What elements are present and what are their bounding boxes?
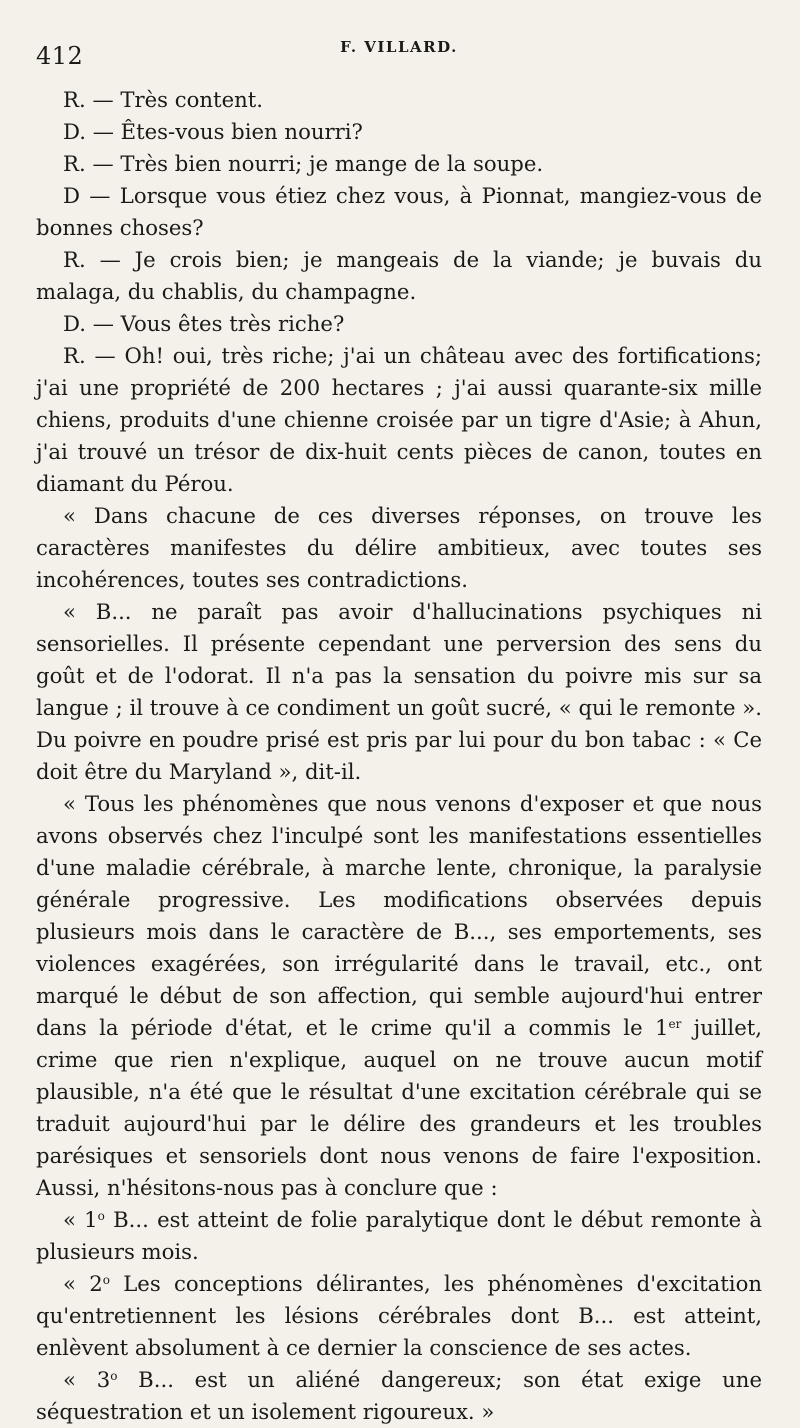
conclusion-text: B... est atteint de folie paralytique dont le début remonte à plusieurs mois. [36,1207,762,1264]
dialogue-text: Vous êtes très riche? [120,311,345,336]
dialogue-line: D. — Vous êtes très riche? [63,311,345,336]
paragraph-text: juillet, crime que rien n'explique, auquel on ne trouve aucun motif plausible, n'a été que le résultat d'une excitation cérébrale qui se traduit aujourd'hui par le délire des grandeurs et les troubles parésiques et sensoriels dont nous venons de faire l'exposition. Aussi, n'hésitons-nous pas à conclure que : [36,1015,763,1200]
ordinal-mark: o [102,1273,110,1287]
speaker: D. [63,311,86,336]
body-text [36,84,762,1428]
speaker: D [63,183,80,208]
speaker: R. [63,343,86,368]
conclusion-item [36,1364,762,1428]
conclusion-number: « 2 [63,1271,103,1296]
dialogue-line: R. — Je crois bien; je mangeais de la viande; je buvais du malaga, du chablis, du champagne. [36,247,762,304]
dialogue-line: R. — Oh! oui, très riche; j'ai un château avec des fortifications; j'ai une propriété de 200 hectares ; j'ai aussi quarante-six mille chiens, produits d'une chienne croisée par un tigre d'Asie; à Ahun, j'ai trouvé un trésor de dix-huit cents pièces de canon, toutes en diamant du Pérou. [36,343,762,496]
conclusion-text: B... est un aliéné dangereux; son état exige une séquestration et un isolement rigoureux. » [36,1367,762,1424]
ordinal-mark: o [110,1369,118,1383]
superscript: er [668,1017,682,1031]
conclusion-item [36,1204,762,1268]
dialogue-text: Je crois bien; je mangeais de la viande; je buvais du malaga, du chablis, du champagne. [36,247,762,304]
dialogue-line: R. — Très bien nourri; je mange de la soupe. [63,151,544,176]
dialogue-line: D. — Êtes-vous bien nourri? [63,119,363,144]
dialogue-text: Êtes-vous bien nourri? [120,119,363,144]
speaker: R. [63,247,86,272]
dialogue-text: Très bien nourri; je mange de la soupe. [120,151,544,176]
conclusion-text: Les conceptions délirantes, les phénomènes d'excitation qu'entretiennent les lésions cérébrales dont B... est atteint, enlèvent absolument à ce dernier la conscience de ses actes. [36,1271,762,1360]
conclusion-number: « 3 [63,1367,111,1392]
paragraph: « B... ne paraît pas avoir d'hallucinations psychiques ni sensorielles. Il présente cependant une perversion des sens du goût et de l'odorat. Il n'a pas la sensation du poivre mis sur sa langue ; il trouve à ce condiment un goût sucré, « qui le remonte ». Du poivre en poudre prisé est pris par lui pour du bon tabac : « Ce doit être du Maryland », dit-il. [36,599,762,784]
page-header [36,38,762,72]
paragraph-diagnosis [36,788,762,1204]
dialogue-line: R. — Très content. [63,87,263,112]
dialogue-text: Très content. [120,87,263,112]
dialogue-text: Lorsque vous étiez chez vous, à Pionnat, mangiez-vous de bonnes choses? [36,183,762,240]
speaker: R. [63,151,86,176]
running-head: F. VILLARD. [340,38,458,56]
conclusion-number: « 1 [63,1207,98,1232]
conclusion-item [36,1268,762,1364]
page-number: 412 [36,42,84,70]
paragraph: « Dans chacune de ces diverses réponses, on trouve les caractères manifestes du délire ambitieux, avec toutes ses incohérences, toutes ses contradictions. [36,503,762,592]
dialogue-line: D — Lorsque vous étiez chez vous, à Pionnat, mangiez-vous de bonnes choses? [36,183,762,240]
paragraph-text: « Tous les phénomènes que nous venons d'exposer et que nous avons observés chez l'inculpé sont les manifestations essentielles d'une maladie cérébrale, à marche lente, chronique, la paralysie générale progressive. Les modifications observées depuis plusieurs mois dans le caractère de B..., ses emportements, ses violences exagérées, son irrégularité dans le travail, etc., ont marqué le début de son affection, qui semble aujourd'hui entrer dans la période d'état, et le crime qu'il a commis le 1 [36,791,762,1040]
ordinal-mark: o [97,1209,105,1223]
speaker: D. [63,119,86,144]
dialogue-text: Oh! oui, très riche; j'ai un château avec des fortifications; j'ai une propriété de 200 hectares ; j'ai aussi quarante-six mille chiens, produits d'une chienne croisée par un tigre d'Asie; à Ahun, j'ai trouvé un trésor de dix-huit cents pièces de canon, toutes en diamant du Pérou. [36,343,762,496]
speaker: R. [63,87,86,112]
